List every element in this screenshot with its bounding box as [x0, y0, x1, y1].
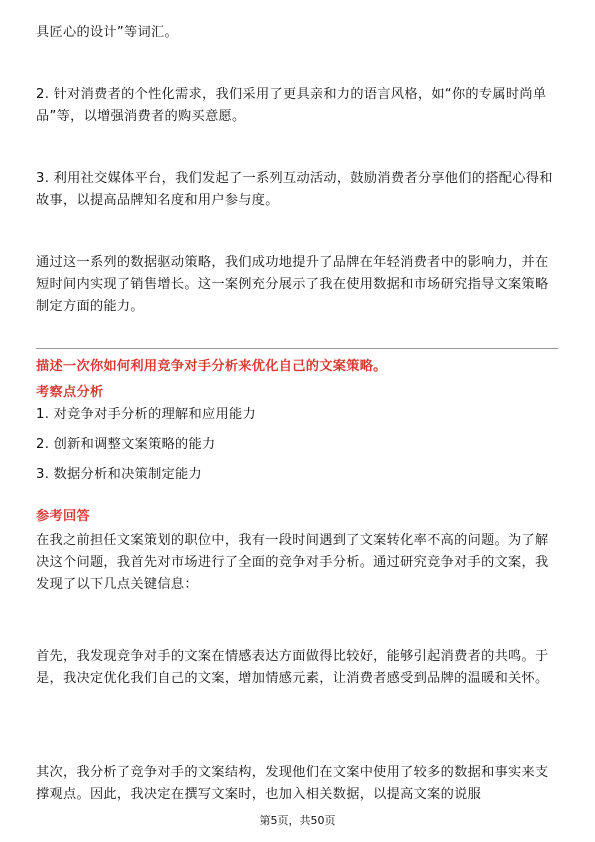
analysis-item: 1. 对竞争对手分析的理解和应用能力 [36, 407, 256, 422]
paragraph-point-3: 3. 利用社交媒体平台，我们发起了一系列互动活动，鼓励消费者分享他们的搭配心得和故事，以提高品牌知名度和用户参与度。 [36, 171, 553, 208]
answer-paragraph-3: 其次，我分析了竞争对手的文案结构，发现他们在文案中使用了较多的数据和事实来支撑观点。因此，我决定在撰写文案时，也加入相关数据，以提高文案的说服 [36, 765, 549, 802]
section-divider [36, 348, 558, 349]
question-heading: 描述一次你如何利用竞争对手分析来优化自己的文案策略。 [36, 359, 387, 374]
paragraph-point-2: 2. 针对消费者的个性化需求，我们采用了更具亲和力的语言风格，如“你的专属时尚单品”等，以增强消费者的购买意愿。 [36, 87, 547, 124]
answer-heading: 参考回答 [36, 509, 90, 524]
answer-paragraph-1: 在我之前担任文案策划的职位中，我有一段时间遇到了文案转化率不高的问题。为了解决这个问题，我首先对市场进行了全面的竞争对手分析。通过研究竞争对手的文案，我发现了以下几点关键信息： [36, 533, 549, 592]
answer-paragraph-2: 首先，我发现竞争对手的文案在情感表达方面做得比较好，能够引起消费者的共鸣。于是，我决定优化我们自己的文案，增加情感元素，让消费者感受到品牌的温暖和关怀。 [36, 649, 549, 686]
paragraph-continuation: 具匠心的设计”等词汇。 [36, 25, 179, 40]
analysis-heading: 考察点分析 [36, 385, 104, 400]
paragraph-conclusion: 通过这一系列的数据驱动策略，我们成功地提升了品牌在年轻消费者中的影响力，并在短时间内实现了销售增长。这一案例充分展示了我在使用数据和市场研究指导文案策略制定方面的能力。 [36, 255, 549, 314]
analysis-item: 2. 创新和调整文案策略的能力 [36, 437, 216, 452]
analysis-item: 3. 数据分析和决策制定能力 [36, 467, 203, 482]
page-footer: 第5页，共50页 [259, 814, 336, 827]
